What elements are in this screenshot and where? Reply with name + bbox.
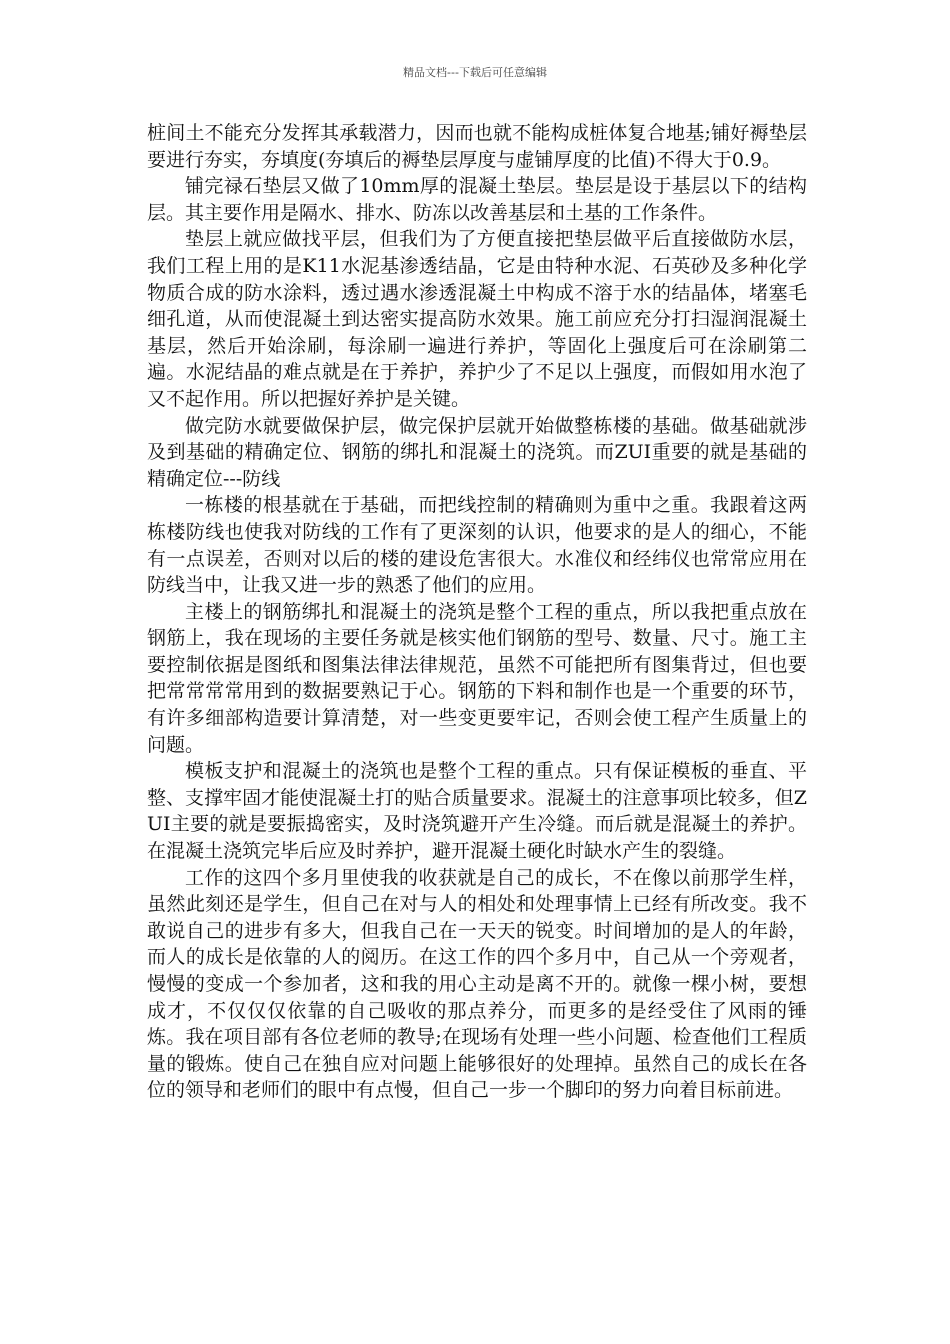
paragraph-8: 工作的这四个多月里使我的收获就是自己的成长，不在像以前那学生样，虽然此刻还是学生，但自己在对与人的相处和处理事情上已经有所改变。我不敢说自己的进步有多大，但我自己在一天天的锐变。时间增加的是人的年龄，而人的成长是依靠的人的阅历。在这工作的四个多月中，自己从一个旁观者，慢慢的变成一个参加者，这和我的用心主动是离不开的。就像一棵小树，要想成才，不仅仅仅依靠的自己吸收的那点养分，而更多的是经受住了风雨的锤炼。我在项目部有各位老师的教导;在现场有处理一些小问题、检查他们工程质量的锻炼。使自己在独自应对问题上能够很好的处理掉。虽然自己的成长在各位的领导和老师们的眼中有点慢，但自己一步一个脚印的努力向着目标前进。 [147,866,807,1102]
paragraph-2: 铺完禄石垫层又做了10mm厚的混凝土垫层。垫层是设于基层以下的结构层。其主要作用是隔水、排水、防冻以改善基层和土基的工作条件。 [147,175,807,224]
paragraph-4: 做完防水就要做保护层，做完保护层就开始做整栋楼的基础。做基础就涉及到基础的精确定位、钢筋的绑扎和混凝土的浇筑。而ZUI重要的就是基础的精确定位---防线 [147,414,807,490]
paragraph-7: 模板支护和混凝土的浇筑也是整个工程的重点。只有保证模板的垂直、平整、支撑牢固才能使混凝土打的贴合质量要求。混凝土的注意事项比较多，但ZUI主要的就是要振捣密实，及时浇筑避开产生冷缝。而后就是混凝土的养护。在混凝土浇筑完毕后应及时养护，避开混凝土硬化时缺水产生的裂缝。 [147,760,807,863]
paragraph-6: 主楼上的钢筋绑扎和混凝土的浇筑是整个工程的重点，所以我把重点放在钢筋上，我在现场的主要任务就是核实他们钢筋的型号、数量、尺寸。施工主要控制依据是图纸和图集法律法律规范，虽然不可能把所有图集背过，但也要把常常常常用到的数据要熟记于心。钢筋的下料和制作也是一个重要的环节，有许多细部构造要计算清楚，对一些变更要牢记，否则会使工程产生质量上的问题。 [147,600,807,756]
page-header: 精品文档---下载后可任意编辑 [403,66,547,79]
document-body [147,120,807,1104]
paragraph-5: 一栋楼的根基就在于基础，而把线控制的精确则为重中之重。我跟着这两栋楼防线也使我对防线的工作有了更深刻的认识，他要求的是人的细心，不能有一点误差，否则对以后的楼的建设危害很大。水准仪和经纬仪也常常应用在防线当中，让我又进一步的熟悉了他们的应用。 [147,494,807,597]
paragraph-3: 垫层上就应做找平层，但我们为了方便直接把垫层做平后直接做防水层，我们工程上用的是K11水泥基渗透结晶，它是由特种水泥、石英砂及多种化学物质合成的防水涂料，透过遇水渗透混凝土中构成不溶于水的结晶体，堵塞毛细孔道，从而使混凝土到达密实提高防水效果。施工前应充分打扫湿润混凝土基层，然后开始涂刷，每涂刷一遍进行养护，等固化上强度后可在涂刷第二遍。水泥结晶的难点就是在于养护，养护少了不足以上强度，而假如用水泡了又不起作用。所以把握好养护是关键。 [147,228,807,410]
paragraph-1: 桩间土不能充分发挥其承载潜力，因而也就不能构成桩体复合地基;铺好褥垫层要进行夯实，夯填度(夯填后的褥垫层厚度与虚铺厚度的比值)不得大于0.9。 [147,122,807,171]
